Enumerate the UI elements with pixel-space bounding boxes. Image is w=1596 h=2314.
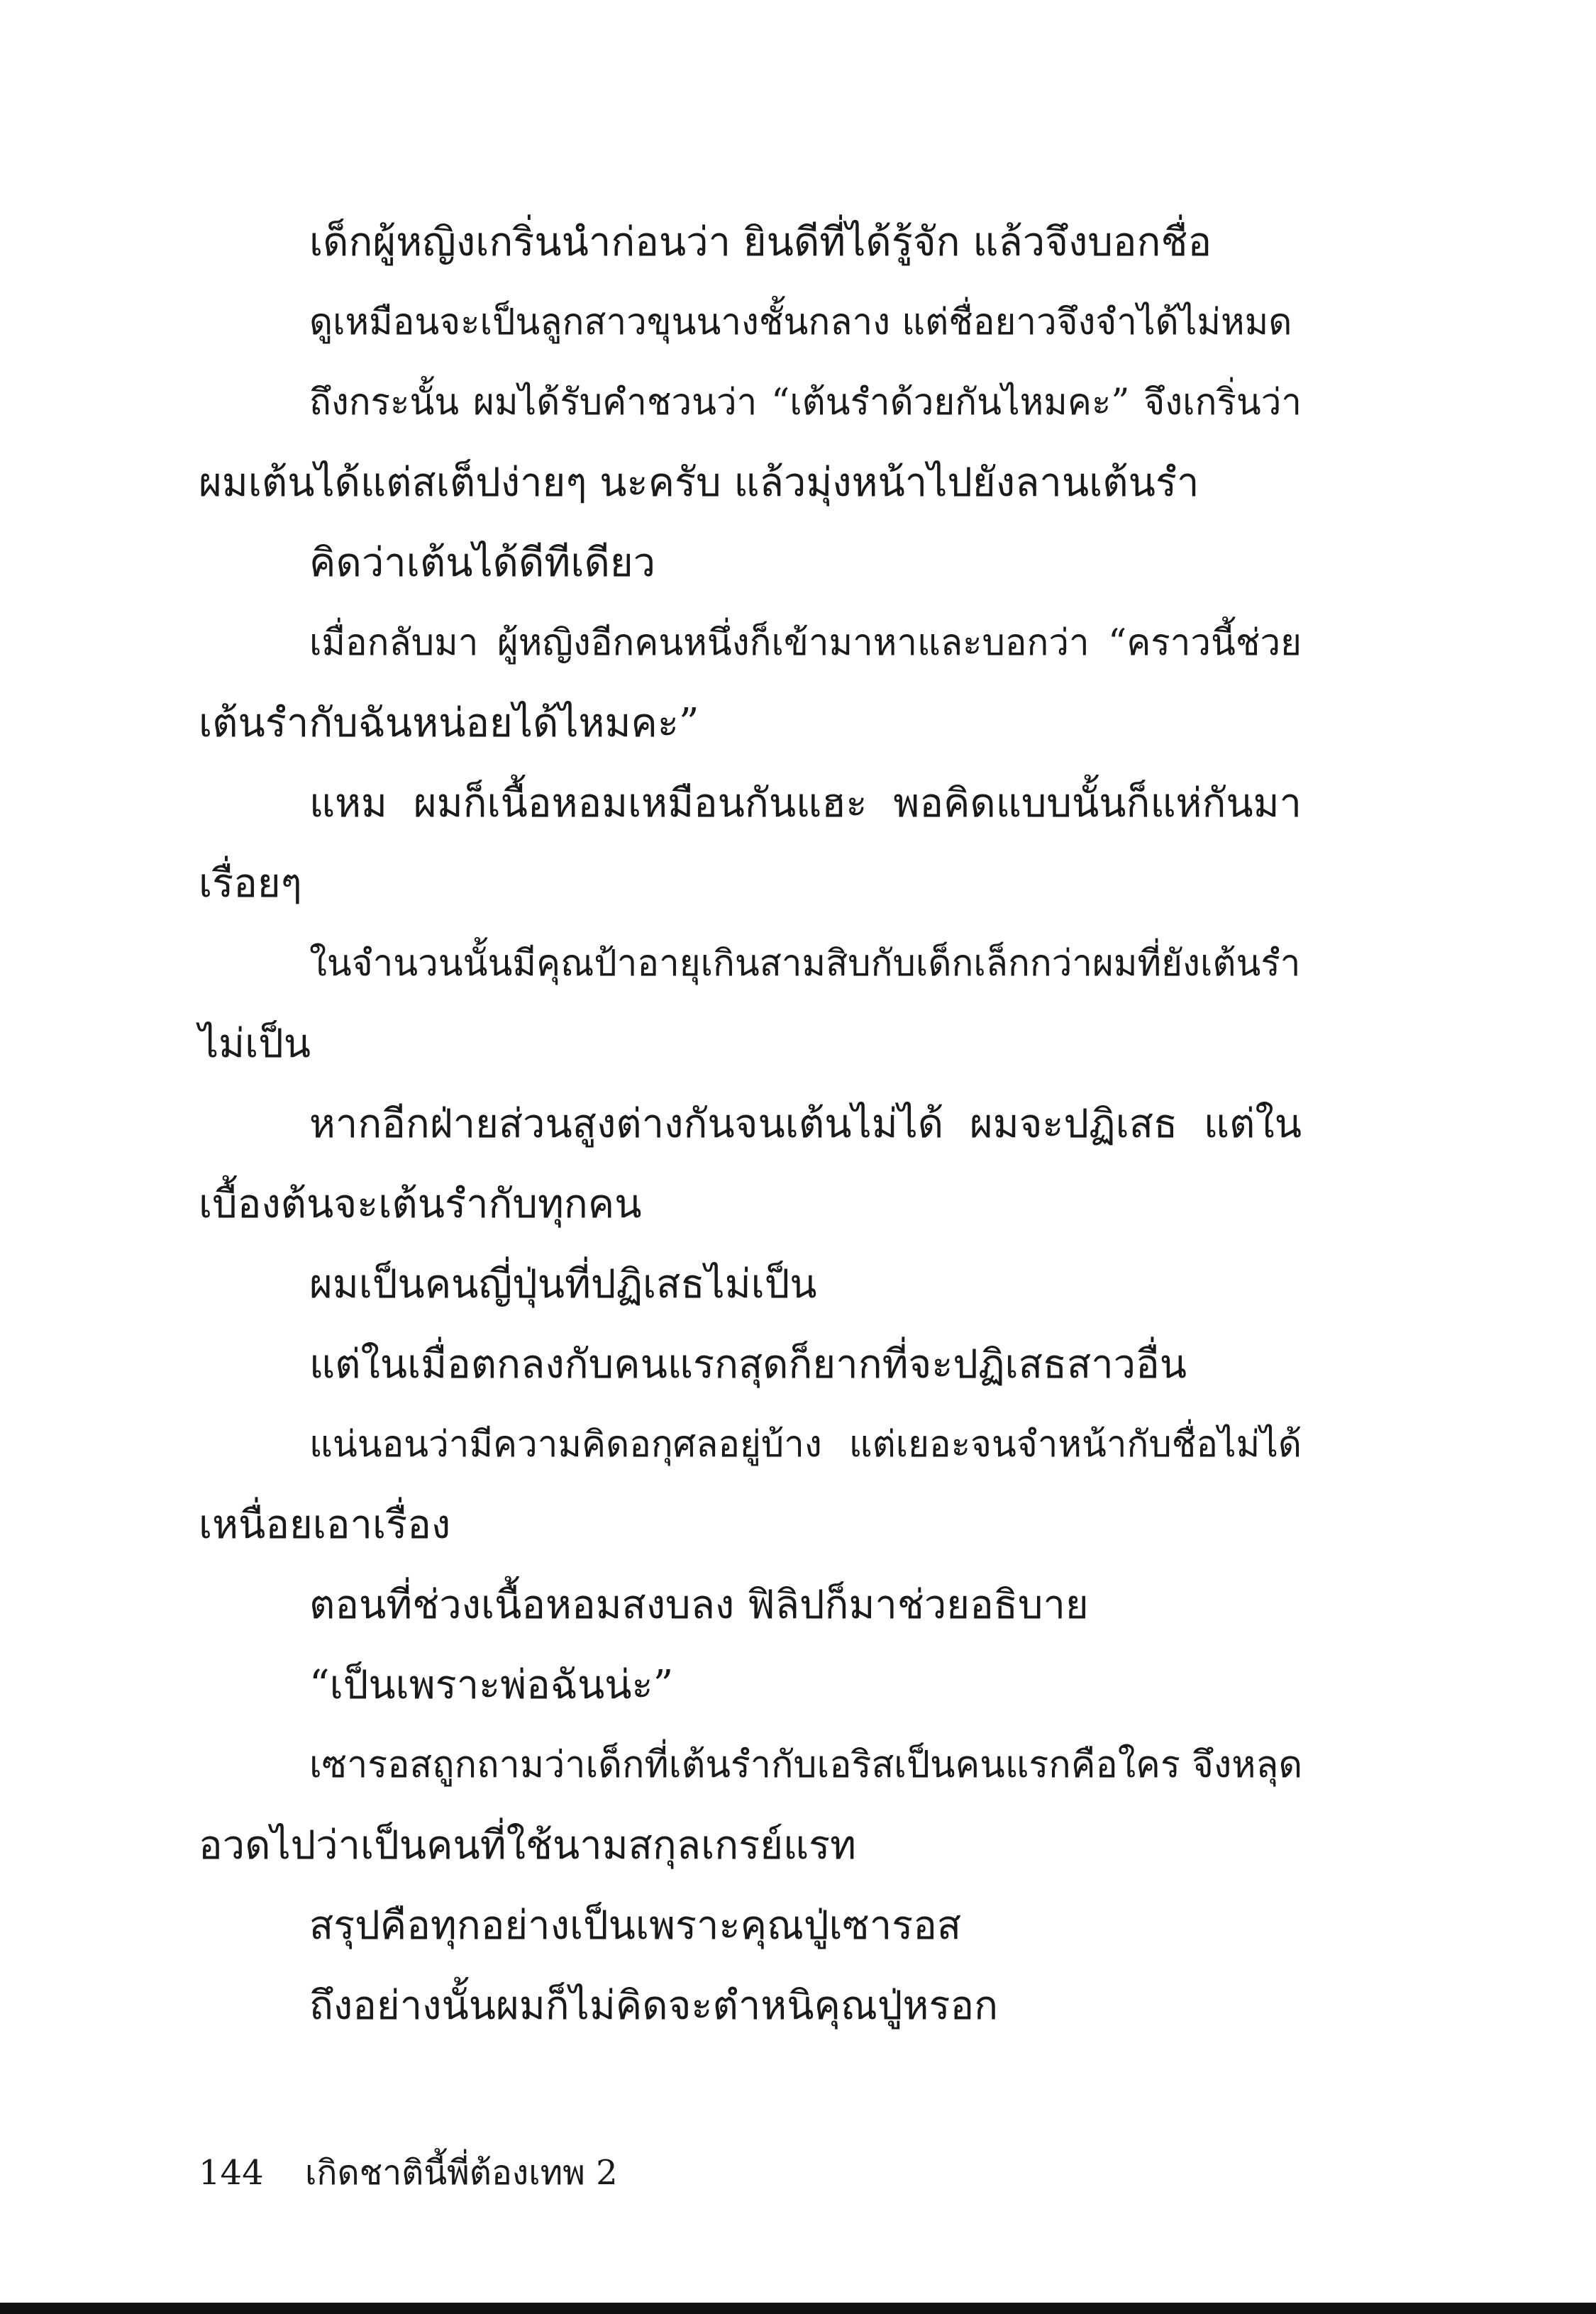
book-title: เกิดชาตินี้พี่ต้องเทพ 2 xyxy=(305,2153,618,2193)
text-line: “เป็นเพราะพ่อฉันน่ะ” xyxy=(309,1662,674,1708)
text-line: ตอนที่ช่วงเนื้อหอมสงบลง ฟิลิปก็มาช่วยอธิบาย xyxy=(309,1582,1089,1628)
text-line: คิดว่าเต้นได้ดีทีเดียว xyxy=(309,540,656,586)
text-line: เหนื่อยเอาเรื่อง xyxy=(199,1502,451,1548)
text-line: ไม่เป็น xyxy=(199,1021,311,1067)
text-line: สรุปคือทุกอย่างเป็นเพราะคุณปู่เซารอส xyxy=(309,1903,962,1949)
text-line: เรื่อยๆ xyxy=(199,860,302,907)
text-line: ถึงกระนั้น ผมได้รับคำชวนว่า “เต้นรำด้วยกันไหมคะ” จึงเกริ่นว่า xyxy=(309,382,1302,424)
text-line: ผมเต้นได้แต่สเต็ปง่ายๆ นะครับ แล้วมุ่งหน้าไปยังลานเต้นรำ xyxy=(199,460,1199,506)
bottom-border xyxy=(0,2303,1596,2314)
text-line: เมื่อกลับมา ผู้หญิงอีกคนหนึ่งก็เข้ามาหาและบอกว่า “คราวนี้ช่วย xyxy=(309,622,1302,664)
text-line: ถึงอย่างนั้นผมก็ไม่คิดจะตำหนิคุณปู่หรอก xyxy=(309,1983,998,2029)
page-footer xyxy=(199,2146,618,2200)
text-line: เด็กผู้หญิงเกริ่นนำก่อนว่า ยินดีที่ได้รู้จัก แล้วจึงบอกชื่อ xyxy=(309,219,1212,265)
text-line: เต้นรำกับฉันหน่อยได้ไหมคะ” xyxy=(199,700,699,746)
text-line: แต่ในเมื่อตกลงกับคนแรกสุดก็ยากที่จะปฏิเสธสาวอื่น xyxy=(309,1341,1187,1388)
text-line: เซารอสถูกถามว่าเด็กที่เต้นรำกับเอริสเป็นคนแรกคือใคร จึงหลุด xyxy=(309,1744,1303,1786)
text-line: อวดไปว่าเป็นคนที่ใช้นามสกุลเกรย์แรท xyxy=(199,1822,857,1869)
text-line: แหม ผมก็เนื้อหอมเหมือนกันแฮะ พอคิดแบบนั้นก็แห่กันมา xyxy=(309,780,1302,826)
page-number: 144 xyxy=(199,2153,264,2193)
text-line: ในจำนวนนั้นมีคุณป้าอายุเกินสามสิบกับเด็กเล็กกว่าผมที่ยังเต้นรำ xyxy=(309,943,1301,985)
text-line: เบื้องต้นจะเต้นรำกับทุกคน xyxy=(199,1181,642,1227)
body-text xyxy=(199,202,1302,2046)
text-line: ผมเป็นคนญี่ปุ่นที่ปฏิเสธไม่เป็น xyxy=(309,1261,817,1307)
text-line: แน่นอนว่ามีความคิดอกุศลอยู่บ้าง แต่เยอะจนจำหน้ากับชื่อไม่ได้ xyxy=(309,1424,1302,1466)
text-line: หากอีกฝ่ายส่วนสูงต่างกันจนเต้นไม่ได้ ผมจะปฏิเสธ แต่ใน xyxy=(309,1101,1302,1147)
text-line: ดูเหมือนจะเป็นลูกสาวขุนนางชั้นกลาง แต่ชื่อยาวจึงจำได้ไม่หมด xyxy=(309,301,1292,343)
